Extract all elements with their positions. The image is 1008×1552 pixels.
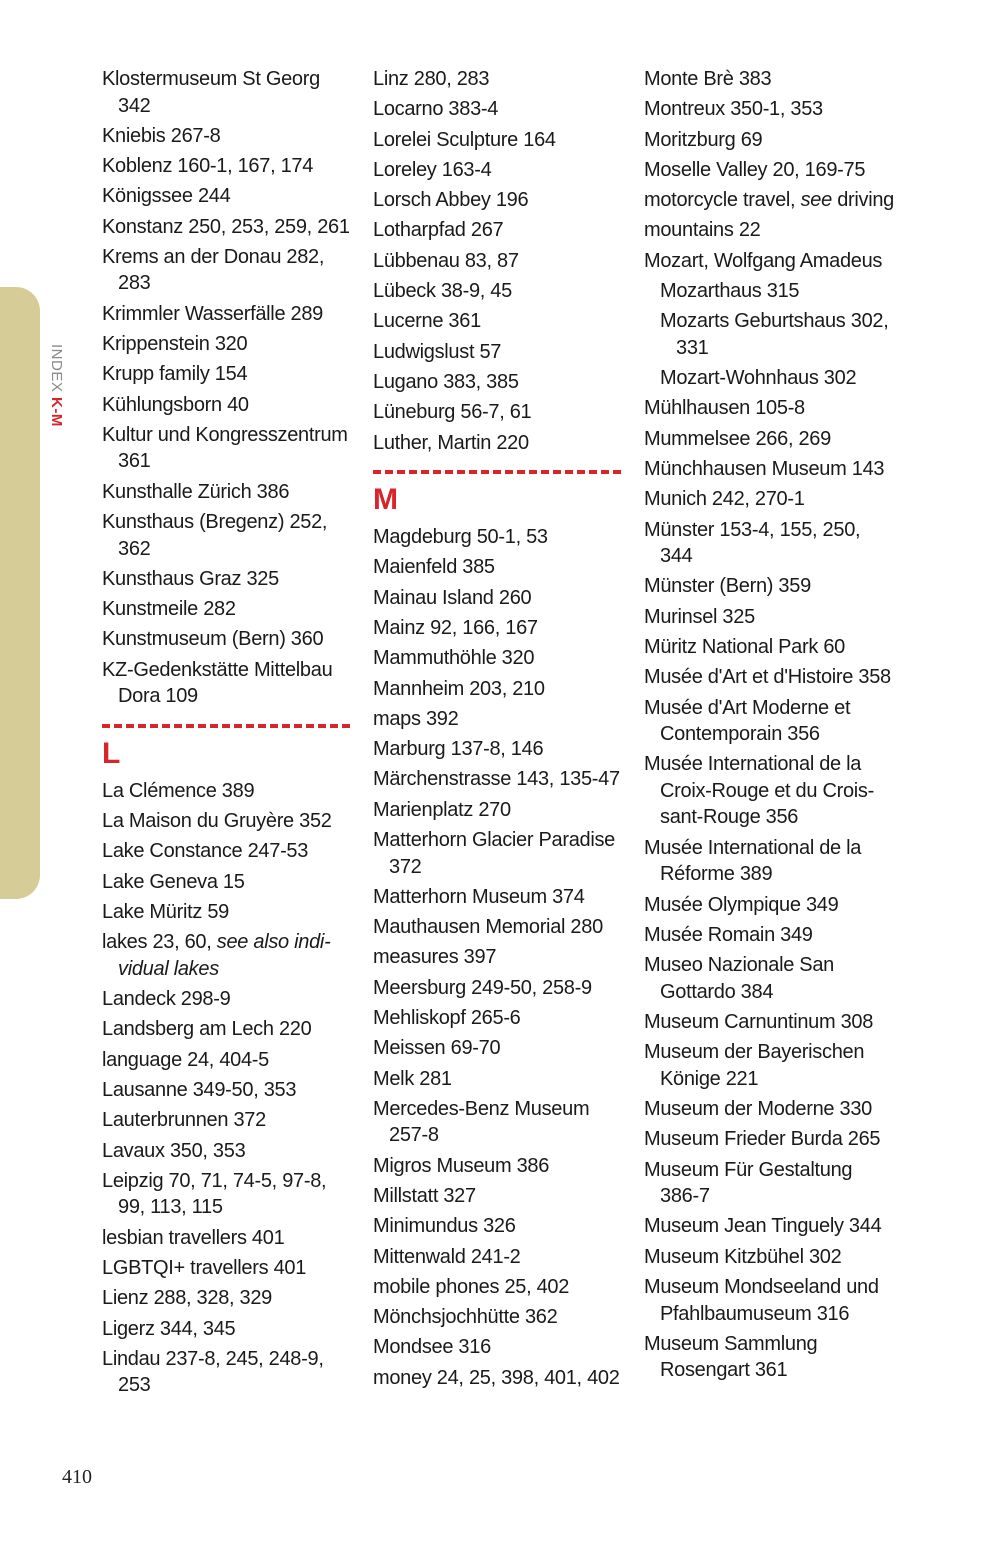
index-entry xyxy=(102,1077,352,1104)
entry-text: Lugano 383, 385 xyxy=(373,370,519,393)
index-thumb-tab xyxy=(0,287,40,899)
index-entry xyxy=(644,66,894,93)
entry-text: Museum Für Gestaltung 386-7 xyxy=(644,1158,853,1208)
index-entry xyxy=(644,634,894,661)
index-entry xyxy=(373,217,623,244)
index-entry xyxy=(102,596,352,623)
entry-text: Museo Nazionale San Gottardo 384 xyxy=(644,954,834,1003)
entry-text: Lorsch Abbey 196 xyxy=(373,189,529,212)
index-entry xyxy=(373,187,623,214)
index-entry xyxy=(102,869,352,896)
index-entry xyxy=(373,1153,623,1180)
entry-text: Murinsel 325 xyxy=(644,605,755,628)
index-entry xyxy=(102,153,352,180)
index-entry xyxy=(373,944,623,971)
index-entry xyxy=(373,975,623,1002)
index-entry xyxy=(373,1066,623,1093)
entry-text: Krippenstein 320 xyxy=(102,333,248,356)
index-entry xyxy=(373,1096,623,1149)
index-entry xyxy=(644,751,894,831)
index-entry xyxy=(102,808,352,835)
entry-text: mobile phones 25, 402 xyxy=(373,1275,570,1298)
entry-text: Lorelei Sculpture 164 xyxy=(373,128,556,151)
index-entry xyxy=(644,217,894,244)
entry-text: Lotharpfad 267 xyxy=(373,219,504,242)
section-letter-m: M xyxy=(373,483,398,517)
index-entry xyxy=(102,66,352,119)
entry-text: Kühlungsborn 40 xyxy=(102,393,249,416)
index-entry xyxy=(644,486,894,513)
index-entry xyxy=(373,1365,623,1392)
entry-text: Meersburg 249-50, 258-9 xyxy=(373,976,592,999)
entry-text: Krems an der Donau 282, 283 xyxy=(102,245,325,295)
index-entry xyxy=(373,1005,623,1032)
index-entry xyxy=(644,1126,894,1153)
entry-text: Mammuthöhle 320 xyxy=(373,647,535,670)
index-entry xyxy=(102,1138,352,1165)
index-entry xyxy=(102,214,352,241)
entry-text: Munich 242, 270-1 xyxy=(644,488,805,511)
index-entry xyxy=(373,339,623,366)
index-entry xyxy=(373,1213,623,1240)
entry-text: Minimundus 326 xyxy=(373,1215,516,1238)
entry-text: Musée d'Art Moderne et Contemporain 356 xyxy=(644,696,851,746)
index-entry xyxy=(373,1183,623,1210)
index-entry xyxy=(373,766,623,793)
index-entry xyxy=(644,1009,894,1036)
entry-text: Krupp family 154 xyxy=(102,363,248,386)
index-entry xyxy=(102,1225,352,1252)
entry-text: Mozart, Wolfgang Amadeus xyxy=(644,249,883,272)
entry-text: Lauterbrunnen 372 xyxy=(102,1109,266,1132)
entry-text: Ludwigslust 57 xyxy=(373,340,502,363)
entry-text: Matterhorn Museum 374 xyxy=(373,885,585,908)
index-entry xyxy=(102,1047,352,1074)
index-entry xyxy=(644,96,894,123)
index-entry xyxy=(373,827,623,880)
see-reference: see xyxy=(800,189,832,212)
index-entry xyxy=(102,1168,352,1221)
index-column-3 xyxy=(644,66,894,1388)
entry-text: Lindau 237-8, 245, 248-9, 253 xyxy=(102,1347,324,1397)
index-entry xyxy=(102,1285,352,1312)
index-entry xyxy=(644,892,894,919)
entry-text: maps 392 xyxy=(373,707,459,730)
entry-text: Mittenwald 241-2 xyxy=(373,1245,521,1268)
index-entry xyxy=(373,248,623,275)
entry-text: Mainau Island 260 xyxy=(373,586,532,609)
index-entry xyxy=(644,1244,894,1271)
index-entry xyxy=(102,1255,352,1282)
entry-text: Lausanne 349-50, 353 xyxy=(102,1078,297,1101)
index-column-2 xyxy=(373,66,623,1395)
index-entry xyxy=(373,1274,623,1301)
entry-text: Lake Geneva 15 xyxy=(102,870,245,893)
index-entry xyxy=(102,361,352,388)
entry-text: Moritzburg 69 xyxy=(644,128,763,151)
entry-text: lakes 23, 60, xyxy=(102,931,217,954)
entry-text: Müritz National Park 60 xyxy=(644,636,845,659)
index-entry xyxy=(644,664,894,691)
entry-text: Museum Mondseeland und Pfahlbaumuseum 316 xyxy=(644,1276,879,1325)
entry-text: Kunsthaus (Bregenz) 252, 362 xyxy=(102,511,328,560)
index-entry xyxy=(644,157,894,184)
index-entry xyxy=(102,986,352,1013)
entry-text: Kunstmuseum (Bern) 360 xyxy=(102,628,324,651)
entry-text: Mehliskopf 265-6 xyxy=(373,1007,521,1030)
index-entry xyxy=(644,1274,894,1327)
entry-text: Mönchsjochhütte 362 xyxy=(373,1306,558,1329)
index-entry xyxy=(373,736,623,763)
entry-text: Maienfeld 385 xyxy=(373,556,495,579)
index-entry xyxy=(102,509,352,562)
index-entry xyxy=(373,884,623,911)
entry-text: Münster (Bern) 359 xyxy=(644,575,811,598)
entry-text: Lienz 288, 328, 329 xyxy=(102,1287,273,1310)
entry-text: Montreux 350-1, 353 xyxy=(644,98,823,121)
section-divider xyxy=(373,470,621,474)
entry-text: Museum Frieder Burda 265 xyxy=(644,1128,881,1151)
entry-text: Mummelsee 266, 269 xyxy=(644,427,831,450)
section-letter-l: L xyxy=(102,736,121,770)
entry-text: Marburg 137-8, 146 xyxy=(373,738,544,761)
entry-text: Königssee 244 xyxy=(102,185,231,208)
entry-text: Landeck 298-9 xyxy=(102,988,231,1011)
entry-text: Museum der Bayerischen Könige 221 xyxy=(644,1041,865,1090)
index-entry xyxy=(373,430,623,457)
index-entry xyxy=(644,127,894,154)
index-entry xyxy=(644,952,894,1005)
index-entry xyxy=(102,657,352,710)
entry-text: Lucerne 361 xyxy=(373,310,481,333)
see-target: driving xyxy=(831,189,895,212)
index-entry xyxy=(373,66,623,93)
entry-text: Magdeburg 50-1, 53 xyxy=(373,526,548,549)
index-entry xyxy=(102,392,352,419)
index-entry xyxy=(644,1039,894,1092)
index-thumb-label xyxy=(48,344,65,427)
entry-text: Moselle Valley 20, 169-75 xyxy=(644,158,866,181)
index-entry xyxy=(644,573,894,600)
thumb-section-label: INDEX xyxy=(48,344,65,393)
entry-text: Lake Constance 247-53 xyxy=(102,840,309,863)
index-entry xyxy=(373,1244,623,1271)
index-entry xyxy=(373,676,623,703)
index-entry xyxy=(102,1346,352,1399)
index-entry xyxy=(102,929,352,982)
entry-text: Mozart-Wohnhaus 302 xyxy=(660,367,857,390)
index-subentry xyxy=(644,278,894,305)
index-entry xyxy=(102,838,352,865)
entry-text: Mannheim 203, 210 xyxy=(373,677,545,700)
entry-text: Lübbenau 83, 87 xyxy=(373,249,519,272)
index-entry xyxy=(102,123,352,150)
index-entry xyxy=(102,183,352,210)
index-entry xyxy=(644,426,894,453)
index-entry xyxy=(373,524,623,551)
index-entry xyxy=(373,1035,623,1062)
index-entry xyxy=(373,278,623,305)
index-entry xyxy=(102,244,352,297)
index-entry xyxy=(644,1157,894,1210)
entry-text: Meissen 69-70 xyxy=(373,1037,501,1060)
entry-text: Matterhorn Glacier Paradise 372 xyxy=(373,829,616,878)
index-entry xyxy=(644,1213,894,1240)
entry-text: LGBTQI+ travellers 401 xyxy=(102,1256,307,1279)
entry-text: Mercedes-Benz Museum 257-8 xyxy=(373,1097,590,1147)
entry-text: Kunstmeile 282 xyxy=(102,598,236,621)
index-entry xyxy=(644,1331,894,1384)
entry-text: Mondsee 316 xyxy=(373,1336,491,1359)
entry-text: Millstatt 327 xyxy=(373,1185,476,1207)
index-entry xyxy=(373,914,623,941)
entry-text: Melk 281 xyxy=(373,1067,452,1090)
entry-text: Migros Museum 386 xyxy=(373,1154,550,1177)
entry-text: Landsberg am Lech 220 xyxy=(102,1018,312,1041)
index-entry xyxy=(373,308,623,335)
entry-text: Kunsthaus Graz 325 xyxy=(102,567,279,590)
index-entry xyxy=(644,395,894,422)
index-entry xyxy=(644,695,894,748)
index-entry xyxy=(373,157,623,184)
index-entry xyxy=(644,187,894,214)
entry-text: measures 397 xyxy=(373,946,497,969)
entry-text: Kultur und Kongresszentrum 361 xyxy=(102,423,348,473)
entry-text: Lübeck 38-9, 45 xyxy=(373,280,512,303)
entry-text: Loreley 163-4 xyxy=(373,158,492,181)
entry-text: Musée Romain 349 xyxy=(644,923,813,946)
entry-text: Locarno 383-4 xyxy=(373,98,499,121)
index-entry xyxy=(102,566,352,593)
entry-text: Leipzig 70, 71, 74-5, 97-8, 99, 113, 115 xyxy=(102,1169,327,1219)
entry-text: motorcycle travel, xyxy=(644,189,801,212)
index-entry xyxy=(102,479,352,506)
entry-text: Monte Brè 383 xyxy=(644,68,772,90)
index-entry xyxy=(373,96,623,123)
index-entry xyxy=(373,1334,623,1361)
index-entry xyxy=(373,585,623,612)
index-entry xyxy=(644,922,894,949)
entry-text: Lake Müritz 59 xyxy=(102,900,229,923)
index-entry xyxy=(373,554,623,581)
entry-text: Märchenstrasse 143, 135-47 xyxy=(373,768,620,791)
entry-text: Mainz 92, 166, 167 xyxy=(373,616,538,639)
index-entry xyxy=(102,1316,352,1343)
entry-text: Kniebis 267-8 xyxy=(102,124,221,147)
entry-text: Münster 153-4, 155, 250, 344 xyxy=(644,518,861,568)
index-entry xyxy=(102,899,352,926)
entry-text: Musée d'Art et d'Histoire 358 xyxy=(644,666,891,689)
index-entry xyxy=(102,1016,352,1043)
index-entry xyxy=(644,248,894,275)
entry-text: Krimmler Wasserfälle 289 xyxy=(102,302,324,325)
entry-text: Museum Sammlung Rosengart 361 xyxy=(644,1332,818,1382)
entry-text: Museum der Moderne 330 xyxy=(644,1098,872,1121)
thumb-range-label: K-M xyxy=(48,397,65,427)
index-entry xyxy=(373,369,623,396)
index-entry xyxy=(102,422,352,475)
index-entry xyxy=(644,517,894,570)
see-reference: see also individual lakes xyxy=(118,931,331,980)
index-entry xyxy=(373,615,623,642)
entry-text: KZ-Gedenkstätte Mittelbau Dora 109 xyxy=(102,658,333,708)
entry-text: Münchhausen Museum 143 xyxy=(644,458,885,481)
index-entry xyxy=(644,456,894,483)
index-column-1 xyxy=(102,66,352,1403)
entry-text: Klostermuseum St Georg 342 xyxy=(102,68,320,117)
index-entry xyxy=(102,301,352,328)
entry-text: Musée International de la Réforme 389 xyxy=(644,836,862,886)
section-divider xyxy=(102,724,350,728)
entry-text: Mühlhausen 105-8 xyxy=(644,397,805,420)
entry-text: Mozarthaus 315 xyxy=(660,280,800,303)
entry-text: Mauthausen Memorial 280 xyxy=(373,916,603,939)
index-entry xyxy=(644,1096,894,1123)
entry-text: Kunsthalle Zürich 386 xyxy=(102,480,290,503)
index-entry xyxy=(373,645,623,672)
entry-text: Museum Carnuntinum 308 xyxy=(644,1010,874,1033)
index-entry xyxy=(373,127,623,154)
index-entry xyxy=(644,604,894,631)
index-entry xyxy=(102,1107,352,1134)
entry-text: Koblenz 160-1, 167, 174 xyxy=(102,155,314,178)
entry-text: language 24, 404-5 xyxy=(102,1048,269,1071)
entry-text: Ligerz 344, 345 xyxy=(102,1317,236,1340)
entry-text: Museum Kitzbühel 302 xyxy=(644,1245,842,1268)
entry-text: Mozarts Geburtshaus 302, 331 xyxy=(660,310,889,359)
index-entry xyxy=(373,797,623,824)
entry-text: Linz 280, 283 xyxy=(373,68,490,90)
entry-text: Marienplatz 270 xyxy=(373,798,511,821)
index-entry xyxy=(373,706,623,733)
index-entry xyxy=(102,778,352,805)
entry-text: lesbian travellers 401 xyxy=(102,1226,285,1249)
entry-text: Musée International de la Croix-Rouge et du Croissant-Rouge 356 xyxy=(644,753,875,829)
entry-text: Musée Olympique 349 xyxy=(644,893,839,916)
entry-text: Luther, Martin 220 xyxy=(373,431,529,454)
entry-text: La Clémence 389 xyxy=(102,779,255,802)
index-entry xyxy=(644,835,894,888)
entry-text: Museum Jean Tinguely 344 xyxy=(644,1215,882,1238)
index-subentry xyxy=(644,308,894,361)
page-number: 410 xyxy=(62,1466,92,1488)
entry-text: money 24, 25, 398, 401, 402 xyxy=(373,1366,620,1389)
index-entry xyxy=(102,331,352,358)
entry-text: Lavaux 350, 353 xyxy=(102,1139,246,1162)
index-subentry xyxy=(644,365,894,392)
index-entry xyxy=(373,399,623,426)
index-entry xyxy=(102,626,352,653)
entry-text: Lüneburg 56-7, 61 xyxy=(373,401,532,424)
index-entry xyxy=(373,1304,623,1331)
entry-text: La Maison du Gruyère 352 xyxy=(102,810,332,833)
entry-text: Konstanz 250, 253, 259, 261 xyxy=(102,215,350,238)
entry-text: mountains 22 xyxy=(644,219,761,242)
